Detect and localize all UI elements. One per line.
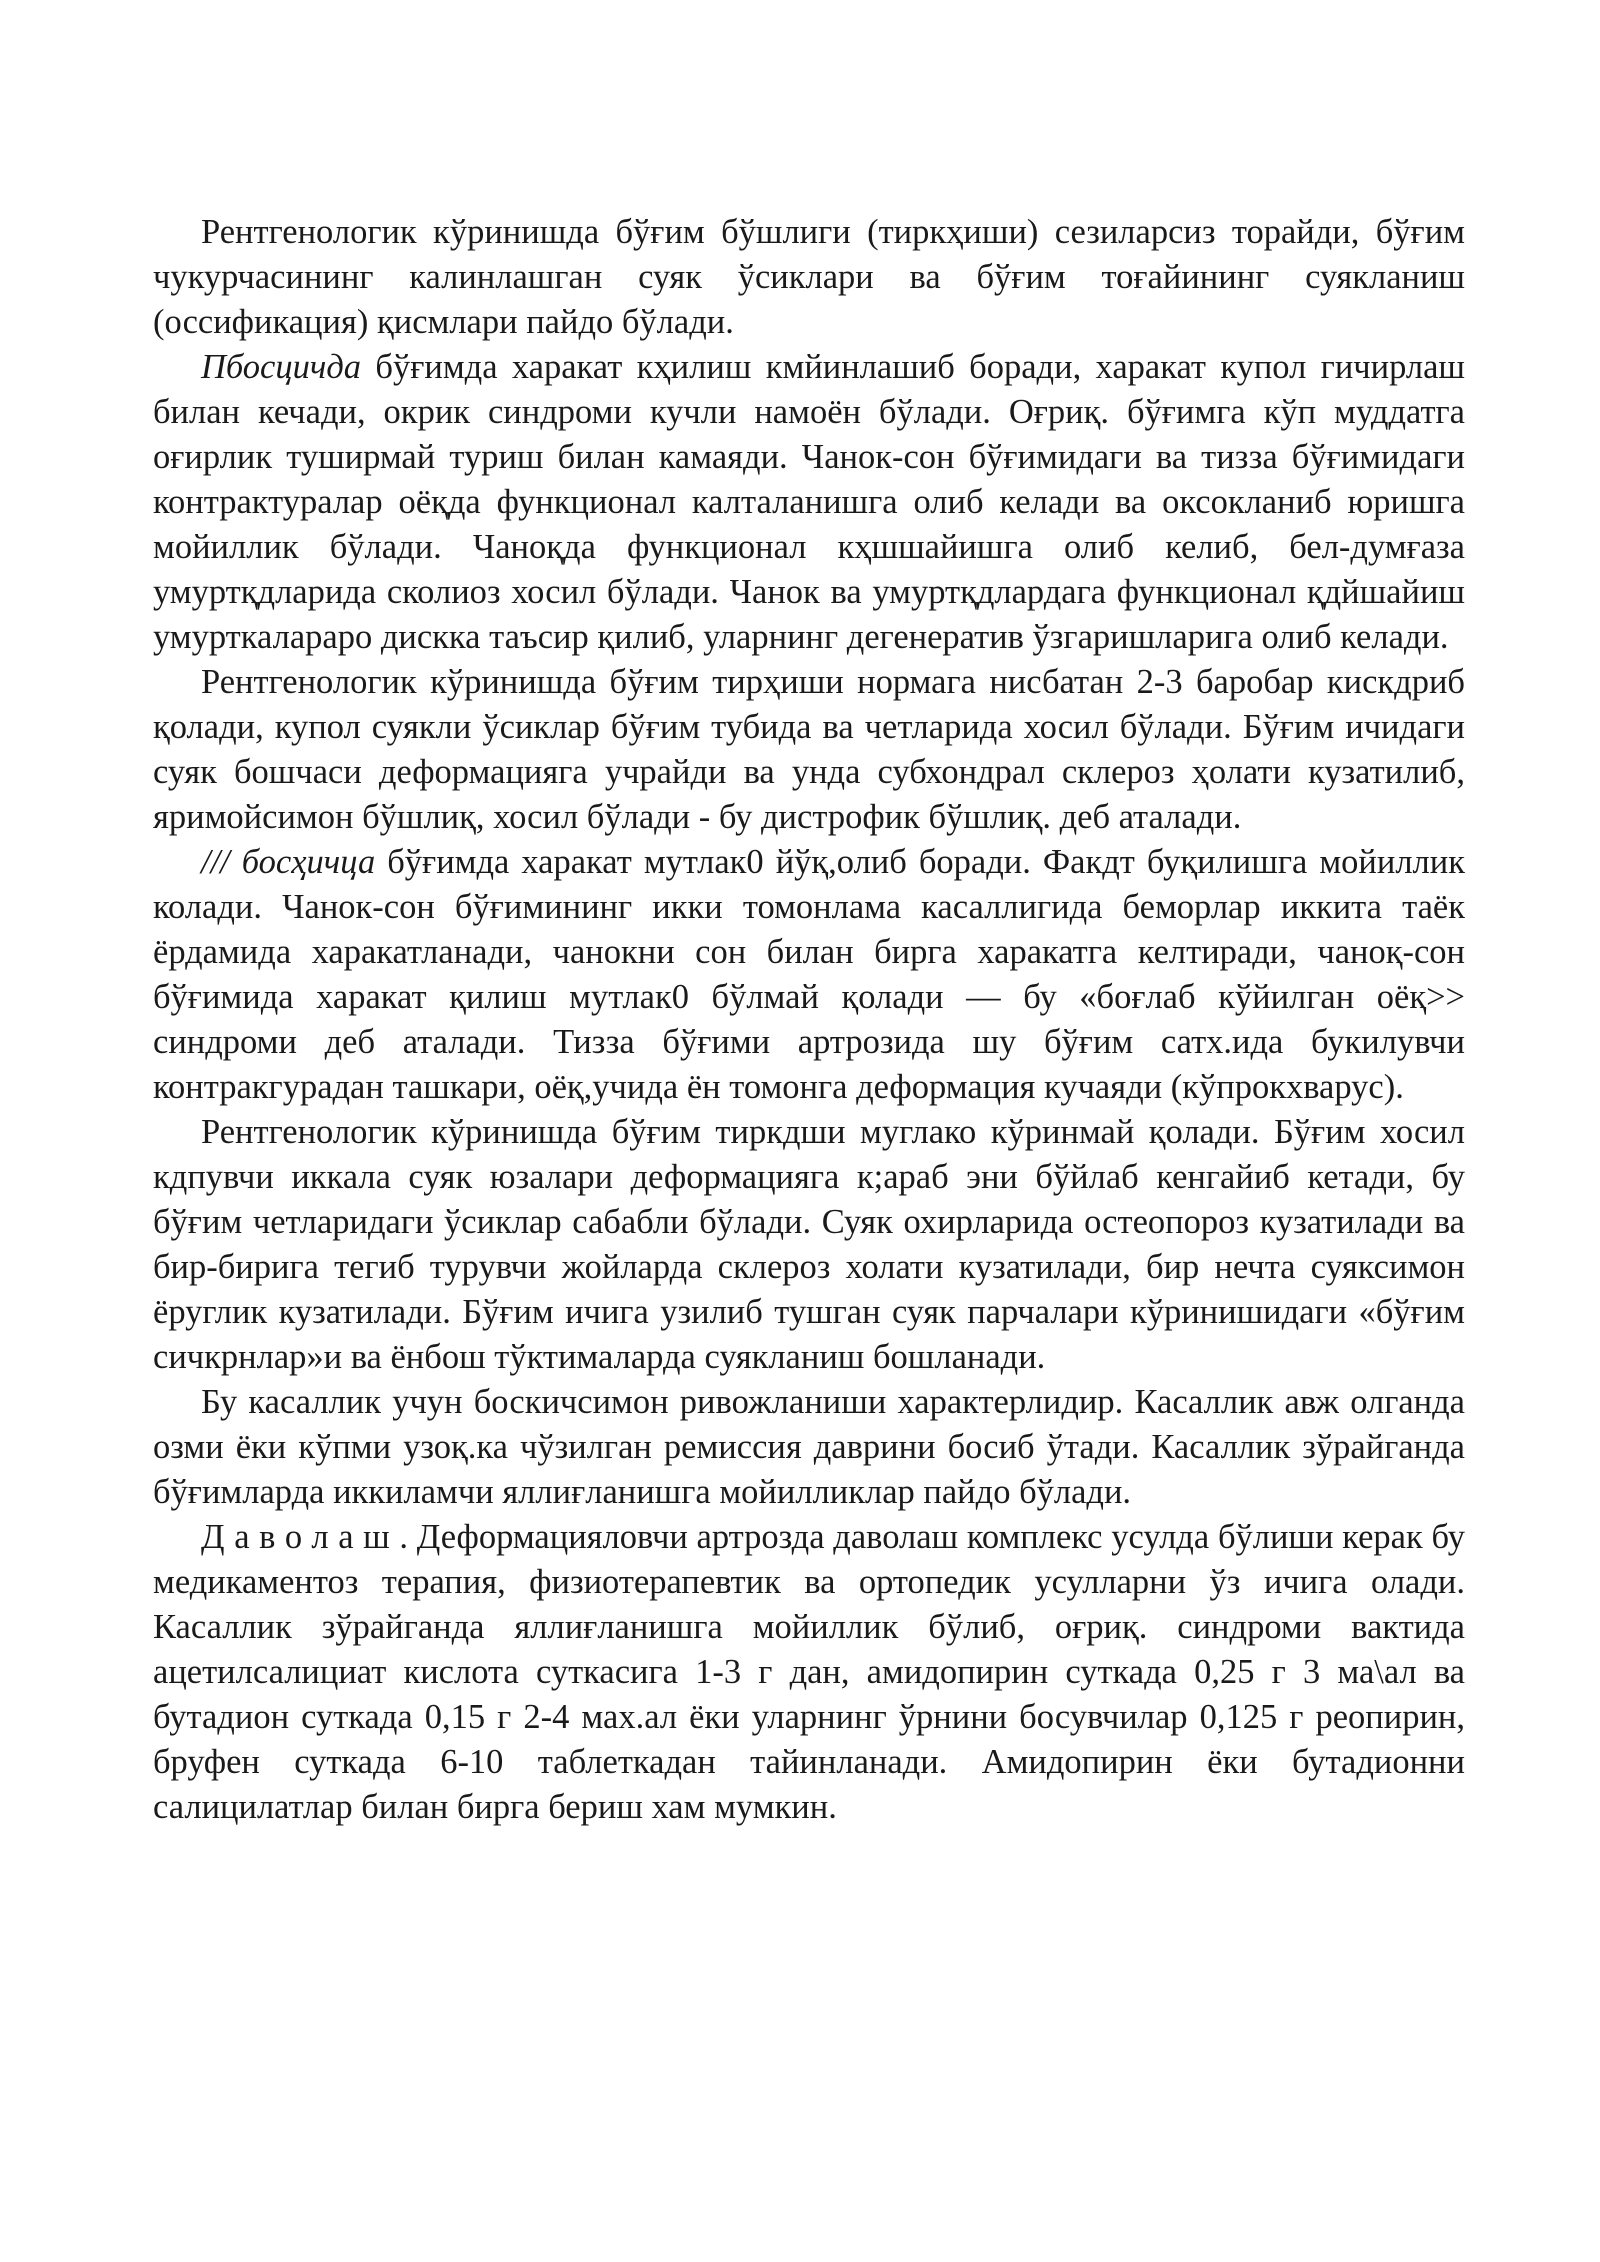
paragraph-text: Бу касаллик учун боскичсимон ривожланиши характерлидир. Касаллик авж олганда озми ёки кўпми узоқ.ка чўзилган ремиссия даврини босиб ўтади. Касаллик зўрайганда бўғимларда иккиламчи яллиғланишга мойилликлар пайдо бўлади. bbox=[153, 1383, 1465, 1511]
paragraph-stage-3 bbox=[153, 840, 1465, 1110]
paragraph-radiology-stage-1 bbox=[153, 210, 1465, 345]
paragraph-text: бўғимда харакат мутлак0 йўқ,олиб боради. Факдт буқилишга мойиллик колади. Чанок-сон бўғимининг икки томонлама касаллигида беморлар иккита таёк ёрдамида харакатланади, чанокни сон билан бирга харакатга келтиради, чаноқ-сон бўғимида харакат қилиш мутлак0 бўлмай қолади — бу «боғлаб кўйилган оёқ>> синдроми деб аталади. Тизза бўғими артрозида шу бўғим сатх.ида букилувчи контракгурадан ташкари, оёқ,учида ён томонга деформация кучаяди (кўпрокхварус). bbox=[153, 843, 1465, 1106]
paragraph-text: Рентгенологик кўринишда бўғим тирҳиши нормага нисбатан 2-3 баробар кискдриб қолади, купол суякли ўсиклар бўғим тубида ва четларида хосил бўлади. Бўғим ичидаги суяк бошчаси деформацияга учрайди ва унда субхондрал склероз ҳолати кузатилиб, яримойсимон бўшлиқ, хосил бўлади - бу дистрофик бўшлиқ. деб аталади. bbox=[153, 663, 1465, 836]
paragraph-stage-2 bbox=[153, 345, 1465, 660]
paragraph-text: Рентгенологик кўринишда бўғим бўшлиги (тиркҳиши) сезиларсиз торайди, бўғим чукурчасининг калинлашган суяк ўсиклари ва бўғим тоғайининг суякланиш (оссификация) қисмлари пайдо бўлади. bbox=[153, 213, 1465, 341]
paragraph-lead-italic: /// босҳичца bbox=[201, 843, 376, 881]
paragraph-radiology-stage-2 bbox=[153, 660, 1465, 840]
paragraph-radiology-stage-3 bbox=[153, 1110, 1465, 1380]
paragraph-treatment bbox=[153, 1515, 1465, 1830]
paragraph-course bbox=[153, 1380, 1465, 1515]
paragraph-text: Рентгенологик кўринишда бўғим тиркдши муглако кўринмай қолади. Бўғим хосил кдпувчи иккала суяк юзалари деформацияга к;араб эни бўйлаб кенгайиб кетади, бу бўғим четларидаги ўсиклар сабабли бўлади. Суяк охирларида остеопороз кузатилади ва бир-бирига тегиб турувчи жойларда склероз холати кузатилади, бир нечта суяксимон ёруглик кузатилади. Бўғим ичига узилиб тушган суяк парчалари кўринишидаги «бўғим сичкрнлар»и ва ёнбош тўктималарда суякланиш бошланади. bbox=[153, 1113, 1465, 1376]
document-page bbox=[153, 210, 1465, 1830]
paragraph-text: . Деформацияловчи артрозда даволаш комплекс усулда бўлиши керак бу медикаментоз терапия, физиотерапевтик ва ортопедик усулларни ўз ичига олади. Касаллик зўрайганда яллиғланишга мойиллик бўлиб, оғриқ. синдроми вактида ацетилсалициат кислота суткасига 1-3 г дан, амидопирин суткада 0,25 г 3 ма\ал ва бутадион суткада 0,15 г 2-4 мах.ал ёки уларнинг ўрнини босувчилар 0,125 г реопирин, бруфен суткада 6-10 таблеткадан тайинланади. Амидопирин ёки бутадионни салицилатлар билан бирга бериш хам мумкин. bbox=[153, 1518, 1465, 1826]
paragraph-text: бўғимда харакат кҳилиш кмйинлашиб боради, харакат купол гичирлаш билан кечади, окрик синдроми кучли намоён бўлади. Оғриқ. бўғимга кўп муддатга оғирлик туширмай туриш билан камаяди. Чанок-сон бўғимидаги ва тизза бўғимидаги контрактуралар оёқда функционал калталанишга олиб келади ва оксокланиб юришга мойиллик бўлади. Чаноқда функционал кҳшшайишга олиб келиб, бел-думғаза умуртқдларида сколиоз хосил бўлади. Чанок ва умуртқдлардага функционал қдйшайиш умурткалараро дискка таъсир қилиб, уларнинг дегенератив ўзгаришларига олиб келади. bbox=[153, 348, 1465, 656]
paragraph-lead-italic: Пбосцичда bbox=[201, 348, 362, 386]
paragraph-lead-spaced: Даволаш bbox=[201, 1518, 400, 1556]
